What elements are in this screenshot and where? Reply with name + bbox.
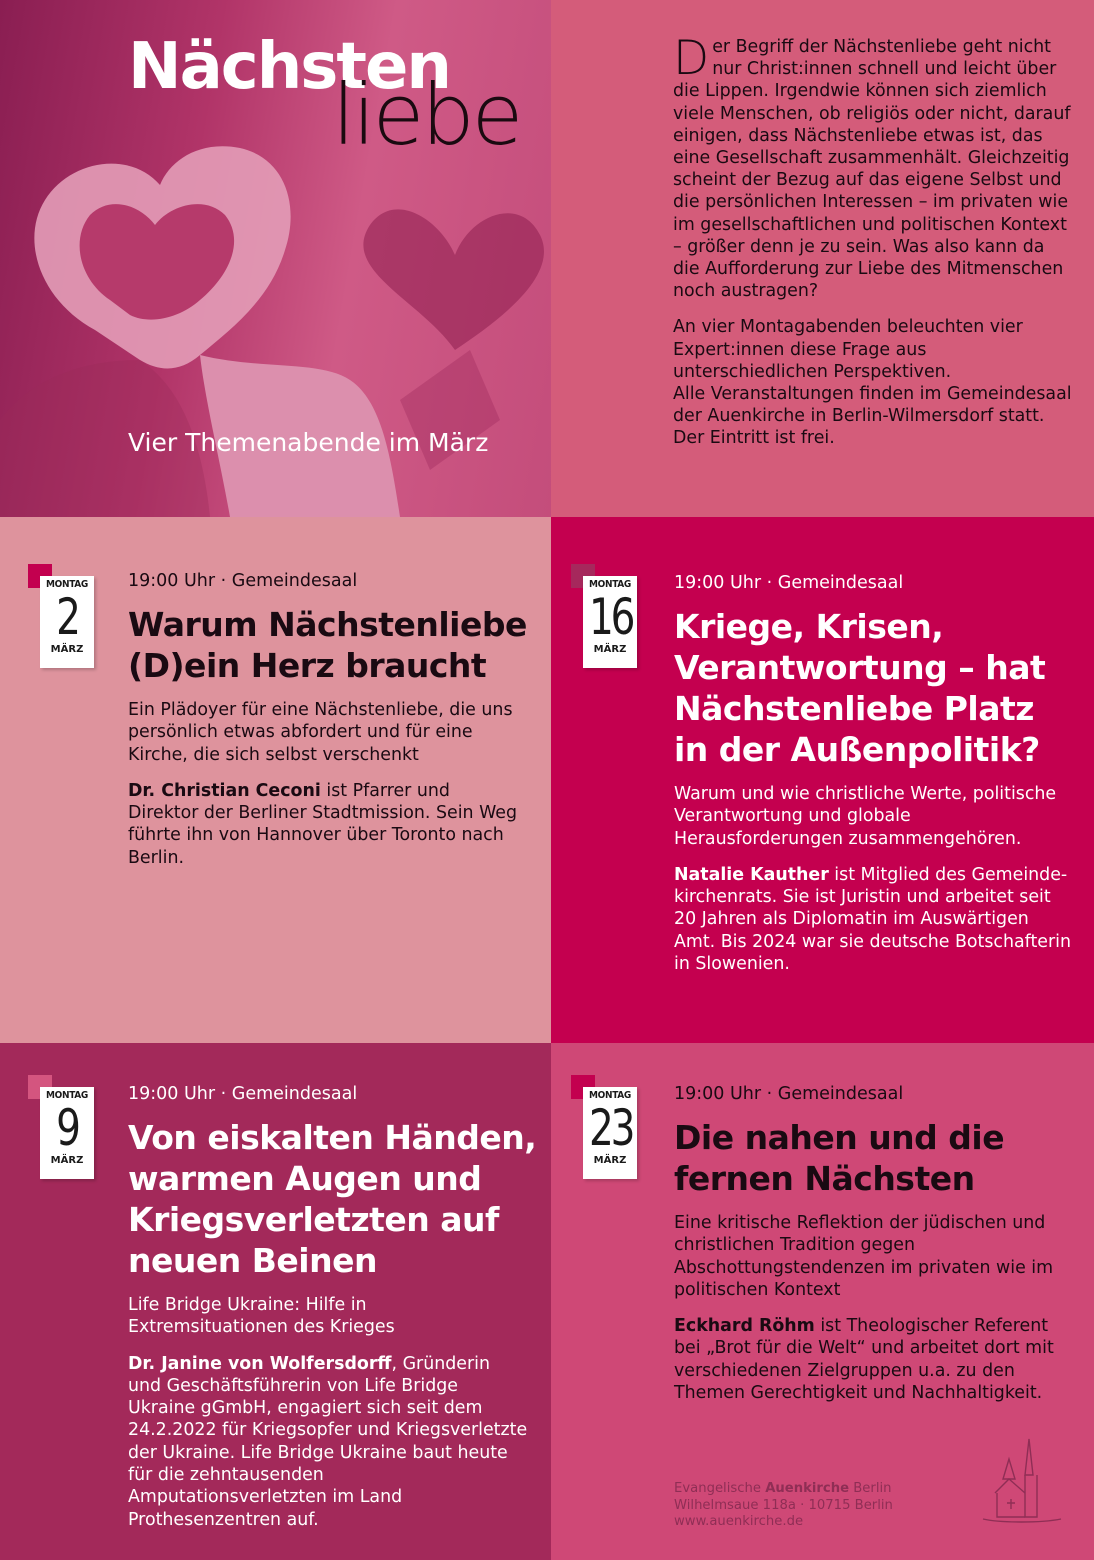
calendar-icon — [28, 1075, 94, 1179]
event-weekday: MONTAG — [45, 579, 89, 590]
poster-title: Nächsten — [128, 30, 450, 104]
event-day: 9 — [56, 1099, 78, 1157]
event-body — [674, 1212, 1074, 1418]
intro-text — [673, 31, 1073, 450]
event-subtitle: Life Bridge Ukraine: Hilfe in Extremsituationen des Krieges — [128, 1295, 395, 1338]
event-panel-4 — [551, 1043, 1094, 1560]
event-month: MÄRZ — [593, 1155, 627, 1166]
event-month: MÄRZ — [593, 644, 627, 655]
event-speaker: Dr. Christian Ceconi — [128, 780, 321, 801]
intro-paragraph-3: Alle Veranstaltungen finden im Gemeindesaal der Auenkirche in Berlin-Wilmersdorf statt. Der Eintritt ist frei. — [673, 384, 1072, 449]
event-panel-3 — [0, 1043, 551, 1560]
event-day: 23 — [588, 1099, 633, 1157]
church-icon — [981, 1435, 1063, 1527]
event-meta: 19:00 Uhr · Gemeindesaal — [128, 571, 358, 591]
event-bio: ist Mitglied des Gemeindekirchenrats. Sie ist Juristin und arbeitet seit 20 Jahren als Diplomatin im Auswärtigen Amt. Bis 2024 war sie deutsche Botschafterin in Slowenien. — [674, 864, 1072, 975]
event-weekday: MONTAG — [45, 1090, 89, 1101]
event-panel-1 — [0, 517, 551, 1043]
event-weekday: MONTAG — [588, 579, 632, 590]
intro-paragraph-1: er Begriff der Nächstenliebe geht nicht nur Christ:innen schnell und leicht über die Lippen. Irgendwie können sich ziemlich viele Menschen, ob religiös oder nicht, darauf einigen, dass Nächstenliebe etwas ist, das eine Gesellschaft zusammenhält. Gleichzeitig scheint der Bezug auf das eigene Selbst und die persönlichen Interessen – im privaten wie im gesellschaftlichen und politischen Kontext – größer denn je zu sein. Was also kann da die Aufforderung zur Liebe des Mitmenschen noch austragen? — [673, 37, 1071, 302]
event-title: Kriege, Krisen, Verantwortung – hat Nächstenliebe Platz in der Außenpolitik? — [674, 607, 1046, 769]
event-weekday: MONTAG — [588, 1090, 632, 1101]
calendar-icon — [571, 1075, 637, 1179]
event-meta: 19:00 Uhr · Gemeindesaal — [128, 1084, 358, 1104]
event-month: MÄRZ — [50, 644, 84, 655]
intro-paragraph-2: An vier Montagabenden beleuchten vier Expert:innen diese Frage aus unterschiedlichen Perspektiven. — [673, 317, 1023, 382]
event-subtitle: Eine kritische Reflektion der jüdischen und christlichen Tradition gegen Abschottungstendenzen im privaten wie im politischen Kontext — [674, 1213, 1054, 1300]
event-bio: ist Theologischer Referent bei „Brot für die Welt“ und arbeitet dort mit verschiedenen Zielgruppen u.a. zu den Themen Gerechtigkeit und Nachhaltigkeit. — [674, 1316, 1054, 1404]
calendar-icon — [28, 564, 94, 668]
event-body — [128, 1294, 528, 1545]
poster-title-sub: liebe — [332, 66, 521, 164]
hero-panel — [0, 0, 551, 517]
event-panel-2 — [551, 517, 1094, 1043]
dropcap: D — [673, 31, 710, 86]
event-subtitle: Warum und wie christliche Werte, politische Verantwortung und globale Herausforderungen zusammengehören. — [674, 784, 1057, 849]
event-speaker: Natalie Kauther — [674, 864, 829, 885]
footer-street: Wilhelmsaue 118a · 10715 Berlin — [674, 1497, 893, 1513]
poster-tagline: Vier Themenabende im März — [128, 428, 489, 457]
event-meta: 19:00 Uhr · Gemeindesaal — [674, 1084, 904, 1104]
footer-web[interactable]: www.auenkirche.de — [674, 1514, 804, 1529]
event-speaker: Dr. Janine von Wolfersdorff — [128, 1353, 392, 1374]
event-meta: 19:00 Uhr · Gemeindesaal — [674, 573, 904, 593]
event-title: Die nahen und die fernen Nächsten — [674, 1118, 1005, 1198]
event-subtitle: Ein Plädoyer für eine Nächstenliebe, die uns persönlich etwas abfordert und für eine Kirche, die sich selbst verschenkt — [128, 700, 513, 765]
footer-address — [674, 1481, 893, 1531]
footer-church: Auenkirche — [765, 1481, 850, 1496]
event-title: Von eiskalten Händen, warmen Augen und Kriegsverletzten auf neuen Beinen — [128, 1118, 537, 1280]
event-day: 2 — [56, 588, 78, 646]
event-bio: ist Pfarrer und Direktor der Berliner Stadtmission. Sein Weg führte ihn von Hannover über Toronto nach Berlin. — [128, 780, 518, 868]
event-title: Warum Nächstenliebe (D)ein Herz braucht — [128, 605, 527, 685]
event-body — [128, 699, 518, 883]
intro-panel — [551, 0, 1094, 517]
event-bio: , Gründerin und Geschäftsführerin von Life Bridge Ukraine gGmbH, engagiert sich seit dem 24.2.2022 für Kriegsopfer und Kriegsverletzte der Ukraine. Life Bridge Ukraine baut heute für die zehntausenden Amputationsverletzten im Land Prothesenzentren auf. — [128, 1353, 528, 1530]
footer-city: Berlin — [849, 1481, 892, 1496]
calendar-icon — [571, 564, 637, 668]
event-body — [674, 783, 1074, 989]
event-month: MÄRZ — [50, 1155, 84, 1166]
event-day: 16 — [588, 588, 633, 646]
event-speaker: Eckhard Röhm — [674, 1316, 815, 1337]
footer-prefix: Evangelische — [674, 1481, 766, 1496]
